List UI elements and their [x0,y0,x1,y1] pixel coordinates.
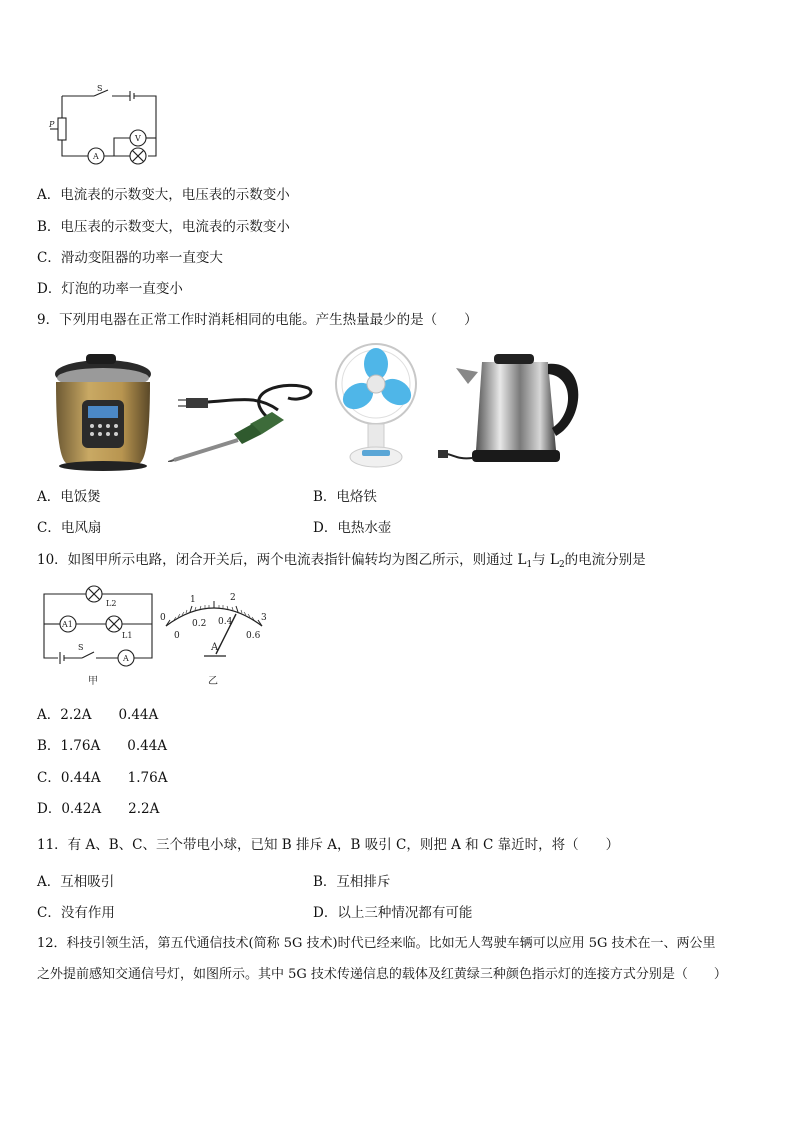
q8-fig-label-a: A [93,152,99,161]
q10-label-a: A [123,654,129,663]
q10-ammeter-yi [158,584,274,690]
q10-caption-yi: 乙 [208,676,218,687]
q10-option-d: D．0.42A 2.2A [37,801,160,817]
q11-stem: 11．有 A、B、C、三个带电小球，已知 B 排斥 A，B 吸引 C，则把 A 和 C 靠近时，将（ ） [37,837,620,853]
electric-kettle-image [438,350,584,468]
q10-top-tick-1: 1 [190,595,196,605]
q10-stem-part-a: 10．如图甲所示电路，闭合开关后，两个电流表指针偏转均为图乙所示，则通过 L [37,552,527,568]
q8-option-d: D．灯泡的功率一直变小 [37,281,183,297]
rice-cooker-image [48,352,158,472]
q10-bottom-tick-2: 0.4 [218,617,233,627]
q9-option-c: C．电风扇 [37,520,102,536]
q10-label-a1: A1 [62,620,73,629]
q10-bottom-tick-1: 0.2 [192,619,207,629]
q10-bottom-tick-0: 0 [174,631,180,641]
q10-option-c: C．0.44A 1.76A [37,770,168,786]
q11-option-b: B．互相排斥 [313,874,391,890]
q9-option-b: B．电烙铁 [313,489,377,505]
q8-fig-label-s: S [97,84,103,93]
q11-option-c: C．没有作用 [37,905,115,921]
q10-caption-jia: 甲 [88,676,98,687]
q10-top-tick-0: 0 [160,613,166,623]
q10-label-l2: L2 [106,599,117,608]
soldering-iron-image [168,380,318,462]
q11-option-d: D．以上三种情况都有可能 [313,905,473,921]
q8-circuit-diagram [44,84,164,174]
q10-label-s: S [78,643,84,652]
q10-stem-sub-2: 2 [558,560,565,570]
q9-option-a: A．电饭煲 [37,489,101,505]
electric-fan-image [334,342,420,470]
q10-unit-a: A [211,642,219,653]
q9-stem: 9．下列用电器在正常工作时消耗相同的电能。产生热量最少的是（ ） [37,312,478,328]
q8-fig-label-p: P [49,120,55,129]
q10-label-l1: L1 [122,631,133,640]
q10-option-a: A．2.2A 0.44A [37,707,159,723]
q10-stem-part-b: 与 L [532,552,559,568]
q11-option-a: A．互相吸引 [37,874,115,890]
q10-bottom-tick-3: 0.6 [246,631,261,641]
q10-stem-part-c: 的电流分别是 [564,552,646,568]
q10-stem-sub-1: 1 [526,560,533,570]
q8-option-b: B．电压表的示数变大，电流表的示数变小 [37,219,290,235]
q10-option-b: B．1.76A 0.44A [37,738,168,754]
q10-circuit-jia [38,582,158,688]
q10-top-tick-2: 2 [230,593,236,603]
q9-option-d: D．电热水壶 [313,520,392,536]
q12-stem-line1: 12．科技引领生活，第五代通信技术(简称 5G 技术)时代已经来临。比如无人驾驶车辆可以应用 5G 技术在一、两公里 [37,936,716,951]
q8-option-a: A．电流表的示数变大，电压表的示数变小 [37,187,290,203]
q10-top-tick-3: 3 [261,613,267,623]
q8-option-c: C．滑动变阻器的功率一直变大 [37,250,223,266]
q12-stem-line2: 之外提前感知交通信号灯，如图所示。其中 5G 技术传递信息的载体及红黄绿三种颜色指示灯的连接方式分别是（ ） [37,967,727,982]
q8-fig-label-v: V [135,134,141,143]
q10-stem [37,551,646,574]
